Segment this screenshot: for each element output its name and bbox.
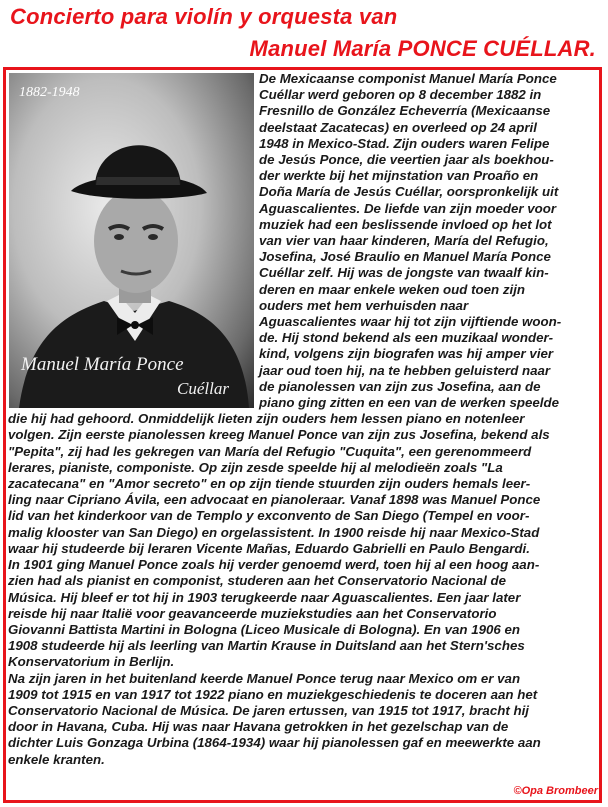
bio-line: 1909 tot 1915 en van 1917 tot 1922 piano en muziekgeschiedenis te doceren aan het [8, 686, 538, 702]
bio-line: door in Havana, Cuba. Hij was naar Havana getrokken in het gezelschap van de [8, 719, 509, 735]
bio-line: Conservatorio Nacional de Música. De jaren ertussen, van 1915 tot 1917, bracht hij [8, 702, 529, 718]
bio-line: Konservatorium in Berlijn. [8, 654, 175, 670]
bio-line: ouders met hem verhuisden naar [259, 297, 469, 313]
credit-text: ©Opa Brombeer [513, 785, 598, 797]
bio-line: lid van het kinderkoor van de Templo y exconvento de San Diego (Tempel en voor- [8, 508, 530, 524]
bio-line: enkele kranten. [8, 751, 105, 767]
title-line-2: Manuel María PONCE CUÉLLAR. [249, 36, 596, 61]
bio-line: Música. Hij bleef er tot hij in 1903 terugkeerde naar Aguascalientes. Een jaar later [8, 589, 521, 605]
bio-line: Aguascalientes. De liefde van zijn moeder voor [259, 200, 557, 216]
bio-line: dichter Luis Gonzaga Urbina (1864-1934) waar hij pianolessen gaf en meewerkte aan [8, 735, 541, 751]
bio-line: Aguascalientes waar hij tot zijn vijftiende woon- [259, 314, 562, 330]
bio-line: Giovanni Battista Martini in Bologna (Liceo Musicale di Bologna). En van 1906 en [8, 621, 521, 637]
bio-line: de pianolessen van zijn zus Josefina, aan de [259, 378, 541, 394]
title-line-1: Concierto para violín y orquesta van [10, 4, 398, 29]
bio-line: Cuéllar zelf. Hij was de jongste van twaalf kin- [259, 265, 549, 281]
bio-line: ling naar Cipriano Ávila, een advocaat en pianoleraar. Vanaf 1898 was Manuel Ponce [8, 492, 541, 508]
bio-line: Doña María de Jesús Cuéllar, oorspronkelijk uit [259, 184, 559, 200]
bio-line: reisde hij naar Italië voor geavanceerde muziekstudies aan het Conservatorio [8, 605, 497, 621]
bio-line: Na zijn jaren in het buitenland keerde Manuel Ponce terug naar Mexico om er van [8, 670, 521, 686]
bio-line: 1908 studeerde hij als leerling van Martin Krause in Duitsland aan het Stern'sches [8, 638, 525, 654]
bio-line: de Jesús Ponce, die veertien jaar als boekhou- [259, 152, 554, 168]
bio-line: lerares, pianiste, componiste. Op zijn zesde speelde hij al melodieën zoals "La [8, 459, 503, 475]
bio-line: piano ging zitten en een van de werken speelde [259, 395, 559, 411]
bio-line: deren en maar enkele weken oud toen zijn [259, 281, 526, 297]
bio-line: van vier van haar kinderen, María del Refugio, [259, 233, 549, 249]
bio-line: die hij had gehoord. Onmiddelijk lieten zijn ouders hem lessen piano en notenleer [8, 411, 525, 427]
bio-line: De Mexicaanse componist Manuel María Ponce [259, 71, 557, 86]
bio-line: zacatecana" en "Amor secreto" en op zijn tiende stuurden zijn ouders hemals leer- [8, 476, 531, 492]
bio-line: muziek had een beslissende invloed op het lot [259, 216, 552, 232]
bio-line: deelstaat Zacatecas) en overleed op 24 april [259, 119, 537, 135]
bio-line: de. Hij stond bekend als een muzikaal wonder- [259, 330, 554, 346]
bio-line: Cuéllar werd geboren op 8 december 1882 in [259, 87, 542, 103]
bio-line: der werkte bij het mijnstation van Proaño en [259, 168, 539, 184]
bio-line: Josefina, José Braulio en Manuel María Ponce [259, 249, 551, 265]
bio-line: waar hij studeerde bij leraren Vicente Mañas, Eduardo Gabrielli en Paulo Bengardi. [8, 540, 530, 556]
photo-years: 1882-1948 [19, 85, 80, 100]
bio-line: 1948 in Mexico-Stad. Zijn ouders waren Felipe [259, 135, 550, 151]
bio-line: zien had als pianist en componist, studeren aan het Conservatorio Nacional de [8, 573, 507, 589]
photo-caption-surname: Cuéllar [177, 379, 229, 398]
bio-line: volgen. Zijn eerste pianolessen kreeg Manuel Ponce van zijn zus Josefina, bekend als [8, 427, 550, 443]
biography-text [8, 71, 599, 768]
bio-line: malig klooster van San Diego) en orgelassistent. In 1900 reisde hij naar Mexico-Stad [8, 524, 540, 540]
bio-line: Fresnillo de González Echeverría (Mexicaanse [259, 103, 551, 119]
bio-line: kind, volgens zijn biografen was hij amper vier [259, 346, 554, 362]
photo-caption-name: Manuel María Ponce [21, 354, 184, 375]
bio-line: In 1901 ging Manuel Ponce zoals hij verder genoemd werd, toen hij al een hoog aan- [8, 557, 540, 573]
bio-line: jaar oud toen hij, na te hebben geluisterd naar [259, 362, 551, 378]
bio-line: "Pepita", zij had les gekregen van María del Refugio "Cuquita", een gerenommeerd [8, 443, 532, 459]
